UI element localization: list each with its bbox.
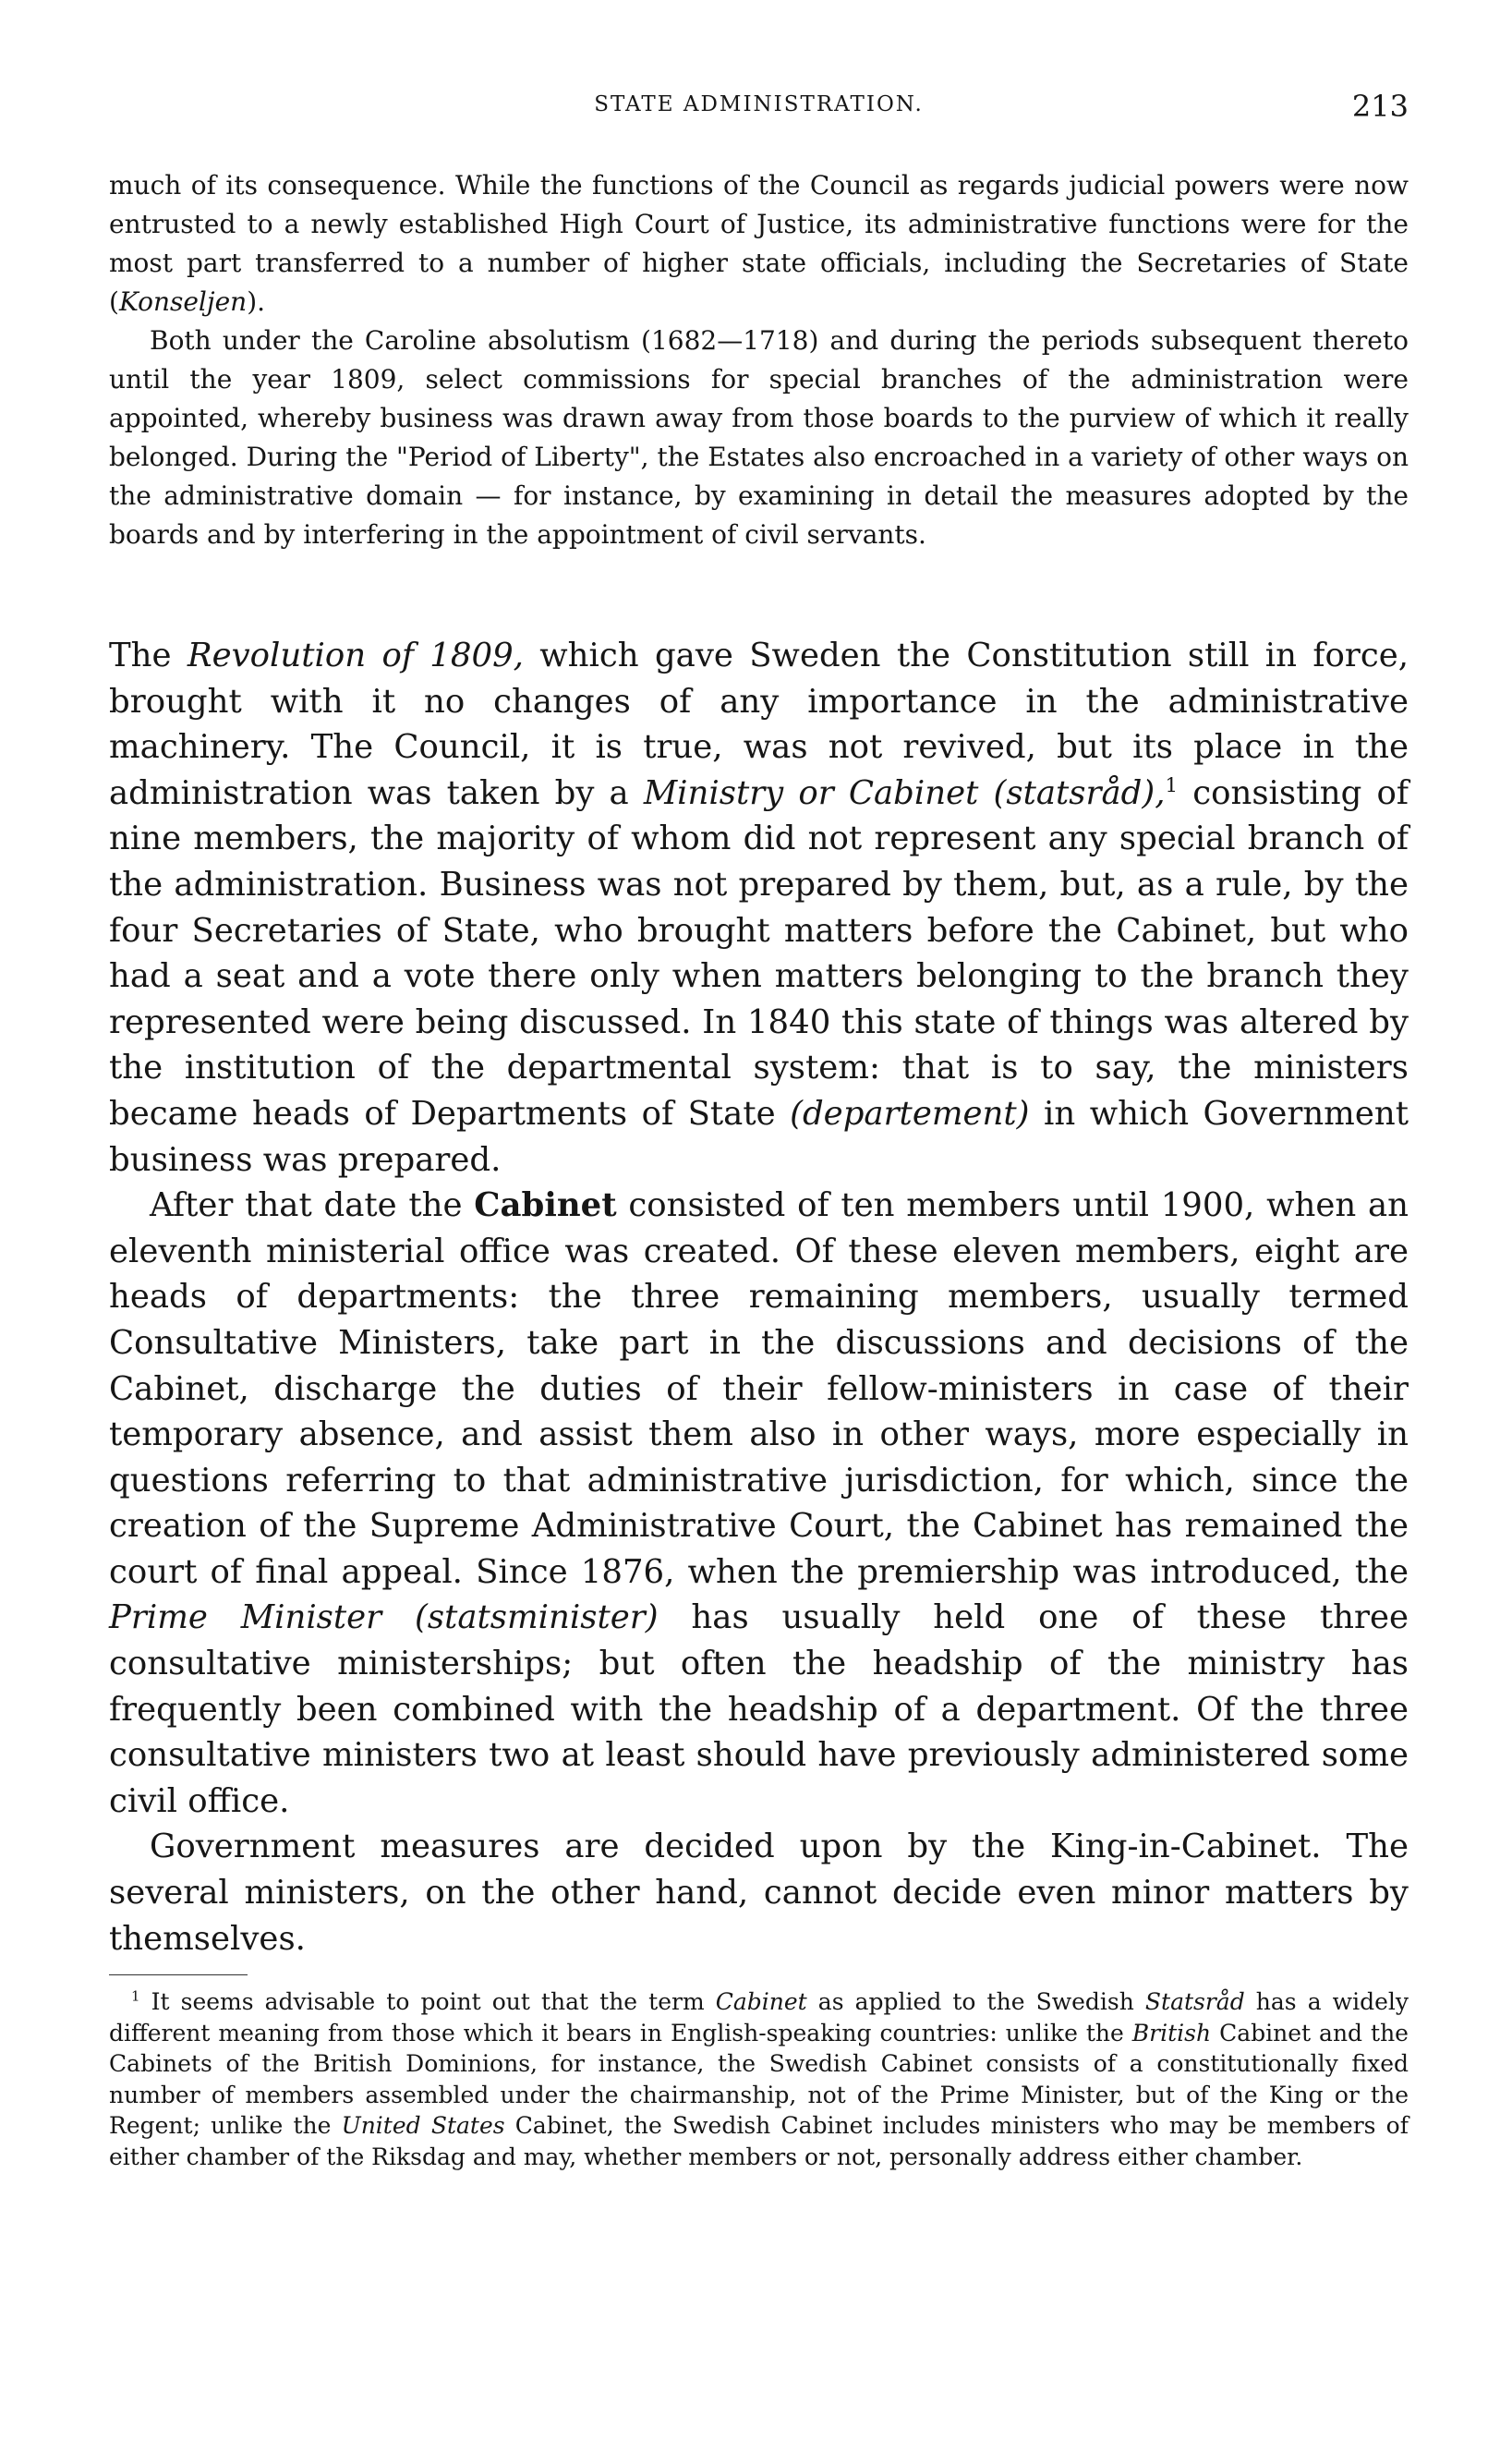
italic-term: Prime Minister (statsminister) [109, 1598, 659, 1637]
paragraph: Government measures are decided upon by the King-in-Cabinet. The several ministers, on the other hand, cannot decide even minor matters by themselves. [109, 1828, 1409, 1958]
text-run: much of its consequence. While the functions of the Council as regards judicial powers were now entrusted to a newly established High Court of Justice, its administrative functions were for the most part transferred to a number of higher state officials, including the Secretaries of State ( [109, 170, 1409, 317]
text-run: has usually held one of these three consultative ministerships; but often the headship of the ministry has frequently been combined with the headship of a department. Of the three consultative ministers two at least should have previously administered some civil office. [109, 1598, 1409, 1820]
page-number: 213 [1351, 89, 1409, 124]
paragraph: Both under the Caroline absolutism (1682—1718) and during the periods subsequent thereto until the year 1809, select commissions for special branches of the administration were appointed, whereby business was drawn away from those boards to the purview of which it really belonged. During the "Period of Liberty", the Estates also encroached in a variety of other ways on the administrative domain — for instance, by examining in detail the measures adopted by the boards and by interfering in the appointment of civil servants. [109, 325, 1409, 550]
text-run: ). [247, 286, 266, 317]
italic-term: United States [341, 2112, 505, 2139]
footnote [109, 1986, 1409, 2172]
paragraph [109, 633, 1409, 1183]
italic-term: Cabinet [715, 1988, 807, 2015]
footnote-divider [109, 1974, 248, 1975]
small-print-section [109, 166, 1409, 554]
footnote-marker: 1 [1165, 773, 1179, 797]
italic-term: Statsråd [1144, 1988, 1245, 2015]
text-run: has a widely different meaning from those which it bears in English-speaking countries: unlike the [109, 1988, 1409, 2046]
italic-term: Ministry or Cabinet (statsråd), [643, 773, 1166, 812]
italic-term: British [1131, 2019, 1212, 2046]
text-run: consisted of ten members until 1900, when an eleventh ministerial office was created. Of these eleven members, eight are heads of departments: the three remaining members, usually termed Consultative Ministers, take part in the discussions and decisions of the Cabinet, discharge the duties of their fellow-ministers in case of their temporary absence, and assist them also in other ways, more especially in questions referring to that administrative jurisdiction, for which, since the creation of the Supreme Administrative Court, the Cabinet has remained the court of final appeal. Since 1876, when the premiership was introduced, the [109, 1186, 1409, 1591]
footnote-number: 1 [131, 1987, 140, 2005]
italic-term: (departement) [790, 1094, 1030, 1133]
paragraph [109, 166, 1409, 322]
main-text [109, 633, 1409, 1961]
text-run: which gave Sweden the Constitution still in force, brought with it no changes of any importance in the administrative machinery. The Council, it is true, was not revived, but its place in the administration was taken by a [109, 637, 1409, 812]
paragraph [109, 1183, 1409, 1824]
text-run: Cabinet and the Cabinets of the British Dominions, for instance, the Swedish Cabinet consists of a constitutionally fixed number of members assembled under the chairmanship, not of the Prime Minister, but of the King or the Regent; unlike the [109, 2019, 1409, 2139]
text-run: in which Government business was prepared. [109, 1094, 1409, 1179]
text-run: The [109, 637, 187, 674]
italic-term: Revolution of 1809, [187, 637, 524, 674]
running-title: STATE ADMINISTRATION. [594, 92, 924, 116]
text-run: After that date the [150, 1186, 475, 1225]
text-run: consisting of nine members, the majority of whom did not represent any special branch of the administration. Business was not prepared by them, but, as a rule, by the four Secretaries of State, who brought matters before the Cabinet, but who had a seat and a vote there only when matters belonging to the branch they represented were being discussed. In 1840 this state of things was altered by the institution of the departmental system: that is to say, the ministers became heads of Departments of State [109, 773, 1409, 1133]
text-run: It seems advisable to point out that the term [139, 1988, 716, 2015]
bold-term: Cabinet [474, 1186, 617, 1225]
italic-term: Konseljen [118, 286, 248, 317]
text-run: Cabinet, the Swedish Cabinet includes ministers who may be members of either chamber of the Riksdag and may, whether members or not, personally address either chamber. [109, 2112, 1409, 2170]
footnote-text [109, 1986, 1409, 2172]
page-header [109, 89, 1409, 129]
text-run: as applied to the Swedish [806, 1988, 1145, 2015]
